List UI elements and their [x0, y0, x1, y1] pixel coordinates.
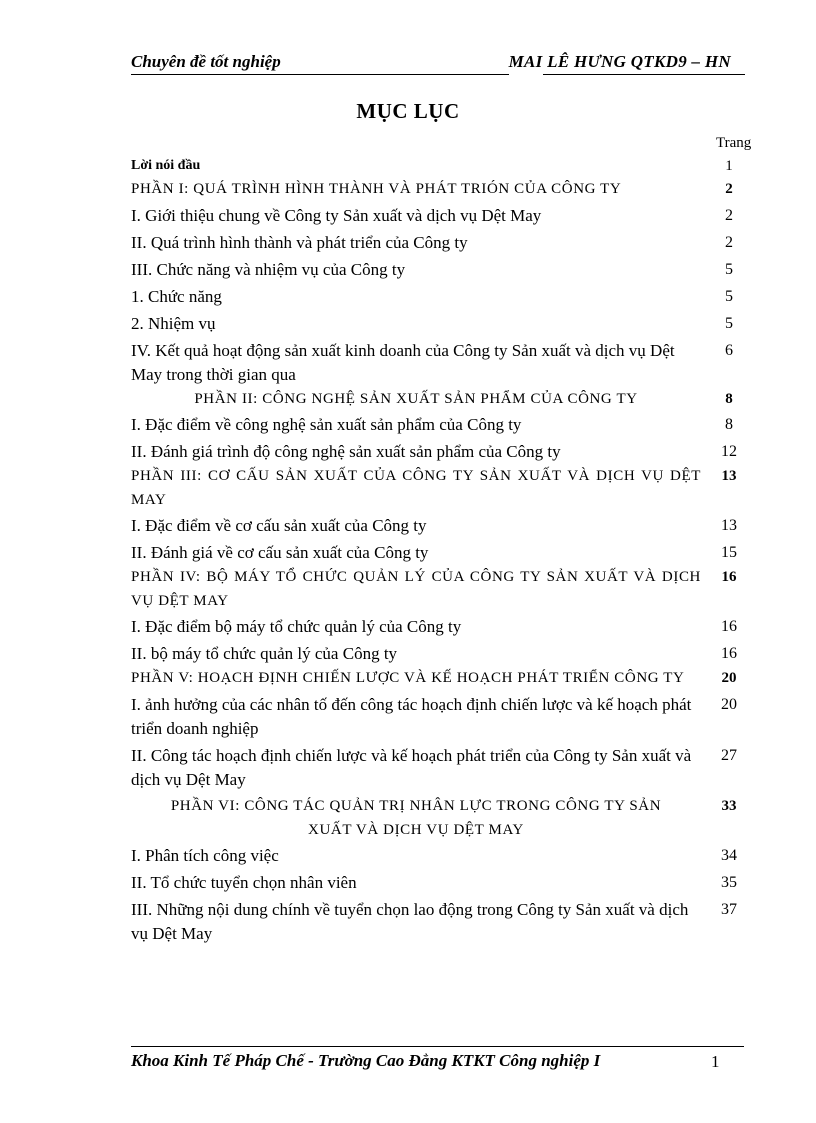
toc-entry-page: 2: [725, 207, 733, 224]
toc-entry-text: II. bộ máy tổ chức quản lý của Công ty: [131, 644, 398, 663]
toc-part-entry[interactable]: [131, 177, 761, 201]
toc-entry-page: 34: [721, 847, 737, 864]
toc-part-entry[interactable]: [131, 565, 761, 613]
toc-entry[interactable]: [131, 155, 761, 177]
toc-entry-page: 20: [721, 696, 737, 713]
footer-page-number: 1: [711, 1052, 720, 1071]
toc-entry-page: 5: [725, 288, 733, 305]
toc-entry-page: 16: [721, 569, 737, 585]
toc-entry-page: 5: [725, 315, 733, 332]
toc-entry-text: I. Giới thiệu chung về Công ty Sản xuất và dịch vụ Dệt May: [131, 206, 542, 225]
toc-entry[interactable]: [131, 413, 761, 437]
toc-entry-text: I. Đặc điểm bộ máy tổ chức quản lý của Công ty: [131, 617, 462, 636]
toc-entry-text: PHẦN IV: BỘ MÁY TỔ CHỨC QUẢN LÝ CỦA CÔNG TY SẢN XUẤT VÀ DỊCH VỤ DỆT MAY: [131, 569, 701, 609]
toc-entry-page: 16: [721, 645, 737, 662]
toc-entry[interactable]: [131, 871, 761, 895]
toc-entry[interactable]: [131, 693, 761, 741]
toc-entry-text: III. Chức năng và nhiệm vụ của Công ty: [131, 260, 406, 279]
toc-entry[interactable]: [131, 258, 761, 282]
toc-entry[interactable]: [131, 440, 761, 464]
toc-entry-page: 8: [725, 391, 733, 407]
toc-entry[interactable]: [131, 844, 761, 868]
toc-entry-page: 2: [725, 181, 733, 197]
toc-entry-page: 8: [725, 416, 733, 433]
toc-entry-page: 37: [721, 901, 737, 918]
toc-entry-text: II. Công tác hoạch định chiến lược và kế hoạch phát triển của Công ty Sản xuất và dịch vụ Dệt May: [131, 746, 692, 789]
toc-entry[interactable]: [131, 898, 761, 946]
footer-divider: [131, 1046, 744, 1047]
toc-entry-text: I. Đặc điểm về công nghệ sản xuất sản phẩm của Công ty: [131, 415, 522, 434]
header-divider-right: [543, 74, 745, 75]
toc-part-entry[interactable]: [131, 387, 761, 411]
toc-entry-text: PHẦN VI: CÔNG TÁC QUẢN TRỊ NHÂN LỰC TRONG CÔNG TY SẢN XUẤT VÀ DỊCH VỤ DỆT MAY: [170, 798, 662, 838]
toc-entry-page: 13: [721, 517, 737, 534]
toc-entry-text: Lời nói đầu: [131, 158, 201, 173]
toc-entry-text: PHẦN I: QUÁ TRÌNH HÌNH THÀNH VÀ PHÁT TRIÓN CỦA CÔNG TY: [131, 181, 622, 197]
toc-entry-page: 6: [725, 342, 733, 359]
header-author: MAI LÊ HƯNG QTKD9 – HN: [508, 52, 731, 71]
toc-entry[interactable]: [131, 312, 761, 336]
toc-entry-page: 5: [725, 261, 733, 278]
toc-entry-page: 2: [725, 234, 733, 251]
toc-entry-text: II. Tổ chức tuyển chọn nhân viên: [131, 873, 357, 892]
toc-entry-page: 35: [721, 874, 737, 891]
toc-entry-page: 16: [721, 618, 737, 635]
toc-entry-text: III. Những nội dung chính về tuyển chọn lao động trong Công ty Sản xuất và dịch vụ Dệt May: [131, 900, 689, 943]
table-of-contents: [131, 155, 761, 946]
toc-entry-text: IV. Kết quả hoạt động sản xuất kinh doanh của Công ty Sản xuất và dịch vụ Dệt May trong thời gian qua: [131, 341, 675, 384]
toc-entry[interactable]: [131, 615, 761, 639]
toc-entry[interactable]: [131, 204, 761, 228]
toc-entry-text: I. Phân tích công việc: [131, 846, 279, 865]
toc-entry-text: PHẦN II: CÔNG NGHỆ SẢN XUẤT SẢN PHẨM CỦA CÔNG TY: [194, 391, 638, 407]
toc-entry[interactable]: [131, 339, 761, 387]
header-divider-left: [131, 74, 509, 75]
toc-entry-text: PHẦN V: HOẠCH ĐỊNH CHIẾN LƯỢC VÀ KẾ HOẠCH PHÁT TRIỂN CÔNG TY: [131, 670, 685, 686]
toc-entry[interactable]: [131, 285, 761, 309]
toc-entry-text: 1. Chức năng: [131, 287, 222, 306]
toc-page-column-label: Trang: [716, 135, 752, 151]
toc-part-entry[interactable]: [131, 794, 761, 842]
toc-entry[interactable]: [131, 231, 761, 255]
toc-entry[interactable]: [131, 514, 761, 538]
toc-entry-text: PHẦN III: CƠ CẤU SẢN XUẤT CỦA CÔNG TY SẢN XUẤT VÀ DỊCH VỤ DỆT MAY: [131, 468, 701, 508]
toc-part-entry[interactable]: [131, 666, 761, 690]
toc-part-entry[interactable]: [131, 464, 761, 512]
toc-entry-text: I. ảnh hưởng của các nhân tố đến công tác hoạch định chiến lược và kế hoạch phát triển doanh nghiệp: [131, 695, 692, 738]
toc-entry[interactable]: [131, 642, 761, 666]
toc-title: MỤC LỤC: [356, 99, 460, 123]
toc-entry[interactable]: [131, 541, 761, 565]
toc-entry-page: 12: [721, 443, 737, 460]
header-document-type: Chuyên đề tốt nghiệp: [131, 52, 281, 71]
toc-entry-text: II. Đánh giá trình độ công nghệ sản xuất sản phẩm của Công ty: [131, 442, 561, 461]
toc-entry-text: II. Đánh giá về cơ cấu sản xuất của Công ty: [131, 543, 429, 562]
toc-entry-page: 27: [721, 747, 737, 764]
toc-entry-text: 2. Nhiệm vụ: [131, 314, 216, 333]
toc-entry[interactable]: [131, 744, 761, 792]
toc-entry-page: 15: [721, 544, 737, 561]
toc-entry-text: I. Đặc điểm về cơ cấu sản xuất của Công ty: [131, 516, 427, 535]
toc-entry-page: 20: [721, 670, 737, 686]
toc-entry-text: II. Quá trình hình thành và phát triển của Công ty: [131, 233, 468, 252]
toc-entry-page: 13: [721, 468, 737, 484]
footer-institution: Khoa Kinh Tế Pháp Chế - Trường Cao Đẳng KTKT Công nghiệp I: [131, 1051, 601, 1070]
toc-entry-page: 1: [725, 158, 733, 174]
toc-entry-page: 33: [721, 798, 737, 814]
page-header: [131, 50, 745, 76]
